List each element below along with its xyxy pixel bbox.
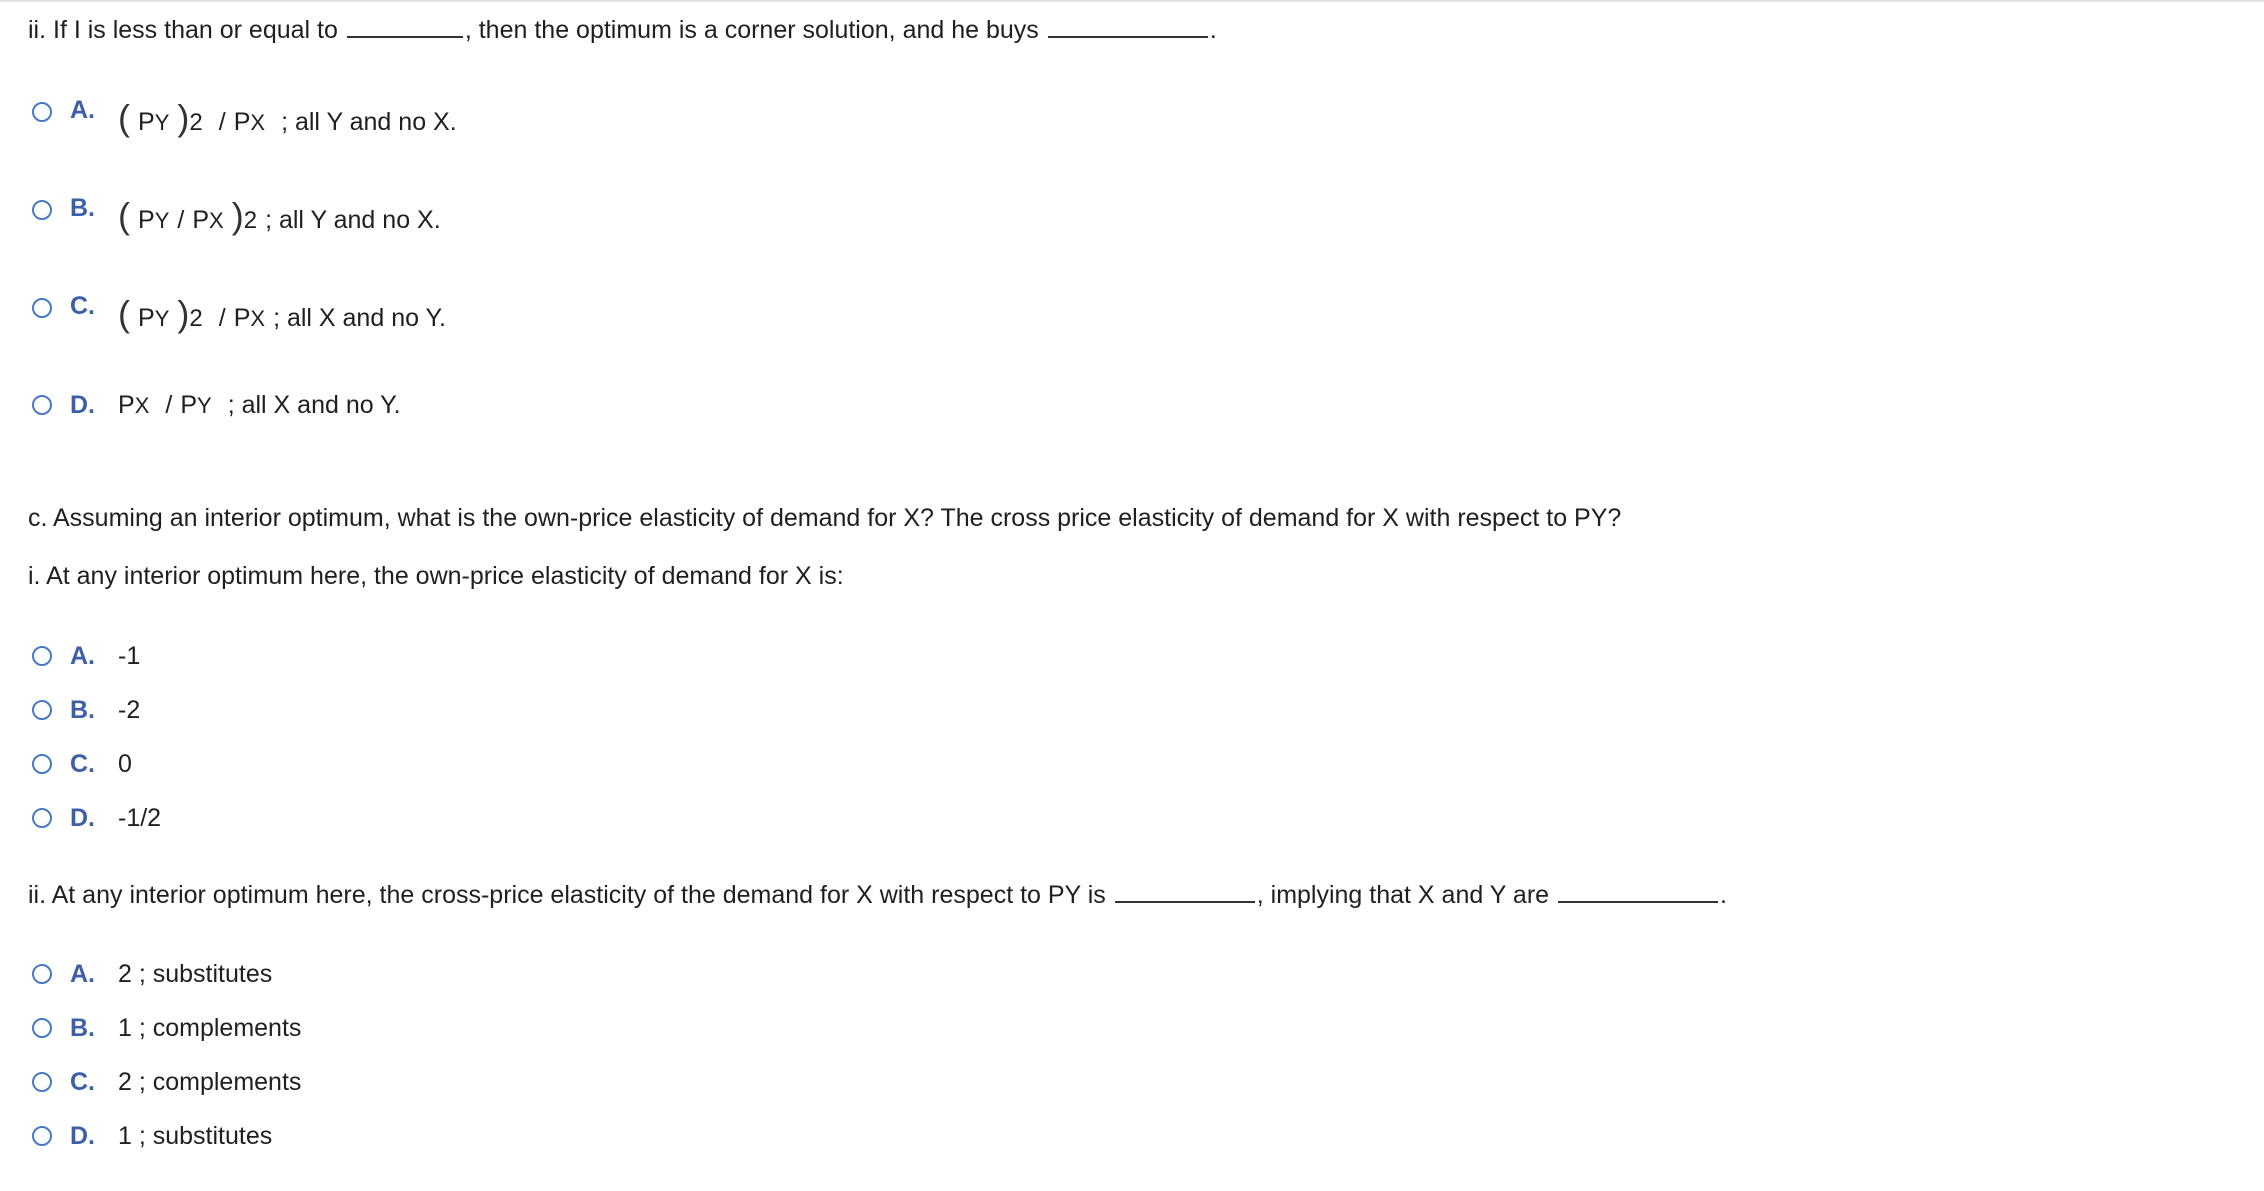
option-letter: A.: [70, 959, 95, 988]
answer-blank-1: [1115, 879, 1255, 903]
price-symbol: P: [233, 303, 251, 332]
question-c-ii: [28, 879, 1727, 911]
question-text-part1: ii. If I is less than or equal to: [28, 16, 338, 44]
open-paren: (: [118, 292, 130, 334]
radio-button[interactable]: [32, 646, 52, 666]
price-symbol: P: [233, 107, 251, 136]
option-tail-text: ; all X and no Y.: [227, 390, 401, 419]
option-expression: [118, 194, 441, 236]
option-c[interactable]: [32, 744, 132, 784]
option-d[interactable]: [32, 385, 401, 425]
divide-slash: /: [177, 205, 185, 234]
option-tail-text: ; all X and no Y.: [273, 303, 446, 332]
price-symbol: P: [138, 303, 155, 332]
option-letter: D.: [70, 390, 95, 419]
radio-button[interactable]: [32, 395, 52, 415]
option-expression: [118, 391, 401, 420]
option-a[interactable]: [32, 954, 272, 994]
question-text-part2: , then the optimum is a corner solution, and he buys: [464, 16, 1039, 44]
option-text: -1/2: [118, 803, 162, 832]
option-tail-text: ; all Y and no X.: [281, 107, 457, 136]
option-letter: B.: [70, 194, 95, 222]
radio-button[interactable]: [32, 1072, 52, 1092]
subscript: Y: [154, 109, 170, 135]
close-paren: ): [231, 194, 244, 236]
option-letter: C.: [70, 292, 95, 320]
option-a[interactable]: [32, 92, 457, 138]
option-text: -1: [118, 641, 141, 670]
radio-button[interactable]: [32, 298, 52, 318]
answer-blank-2: [1048, 14, 1208, 38]
option-text: 2 ; complements: [118, 1067, 302, 1096]
subscript: X: [250, 305, 266, 331]
divide-slash: /: [165, 390, 173, 419]
close-paren: ): [177, 292, 190, 334]
answer-blank-1: [347, 14, 463, 38]
price-symbol: P: [118, 390, 135, 419]
radio-button[interactable]: [32, 1018, 52, 1038]
subscript: X: [250, 109, 266, 135]
option-c[interactable]: [32, 1062, 301, 1102]
option-a[interactable]: [32, 636, 140, 676]
exponent: 2: [189, 304, 203, 332]
price-symbol: P: [192, 205, 210, 234]
price-symbol: P: [138, 107, 155, 136]
divide-slash: /: [218, 107, 226, 136]
close-paren: ): [177, 96, 190, 138]
option-text: -2: [118, 695, 141, 724]
subscript: Y: [154, 305, 170, 331]
option-expression: [118, 292, 446, 334]
divide-slash: /: [218, 303, 226, 332]
option-text: 1 ; substitutes: [118, 1121, 273, 1150]
price-symbol: P: [138, 205, 155, 234]
option-b[interactable]: [32, 190, 441, 236]
subscript: X: [134, 392, 150, 418]
question-ii-corner-solution: [28, 14, 1217, 46]
price-symbol: P: [180, 390, 198, 419]
option-letter: B.: [70, 695, 95, 724]
open-paren: (: [118, 194, 130, 236]
option-d[interactable]: [32, 798, 161, 838]
option-letter: D.: [70, 803, 95, 832]
option-letter: A.: [70, 641, 95, 670]
radio-button[interactable]: [32, 754, 52, 774]
option-text: 0: [118, 749, 132, 778]
question-c-i: i. At any interior optimum here, the own-price elasticity of demand for X is:: [28, 562, 844, 590]
subscript: Y: [154, 207, 170, 233]
option-c[interactable]: [32, 288, 446, 334]
option-letter: D.: [70, 1121, 95, 1150]
subscript: Y: [197, 392, 212, 418]
open-paren: (: [118, 96, 130, 138]
radio-button[interactable]: [32, 700, 52, 720]
exponent: 2: [189, 108, 203, 136]
option-letter: A.: [70, 96, 95, 124]
option-text: 2 ; substitutes: [118, 959, 273, 988]
question-text-part1: ii. At any interior optimum here, the cross-price elasticity of the demand for X with respect to PY is: [28, 881, 1106, 909]
exponent: 2: [243, 206, 258, 234]
option-text: 1 ; complements: [118, 1013, 302, 1042]
option-b[interactable]: [32, 1008, 301, 1048]
option-letter: B.: [70, 1013, 95, 1042]
answer-blank-2: [1558, 879, 1718, 903]
radio-button[interactable]: [32, 102, 52, 122]
option-d[interactable]: [32, 1116, 272, 1156]
radio-button[interactable]: [32, 808, 52, 828]
question-text-part2: , implying that X and Y are: [1256, 881, 1550, 909]
option-letter: C.: [70, 749, 95, 778]
option-tail-text: ; all Y and no X.: [265, 205, 441, 234]
radio-button[interactable]: [32, 200, 52, 220]
radio-button[interactable]: [32, 1126, 52, 1146]
option-b[interactable]: [32, 690, 140, 730]
option-expression: [118, 96, 457, 138]
question-c-heading: c. Assuming an interior optimum, what is the own-price elasticity of demand for X? The cross price elasticity of demand for X with respect to PY?: [28, 504, 1622, 532]
question-text-part3: .: [1209, 16, 1217, 44]
question-text-part3: .: [1720, 881, 1727, 909]
radio-button[interactable]: [32, 964, 52, 984]
option-letter: C.: [70, 1067, 95, 1096]
subscript: X: [209, 207, 224, 233]
